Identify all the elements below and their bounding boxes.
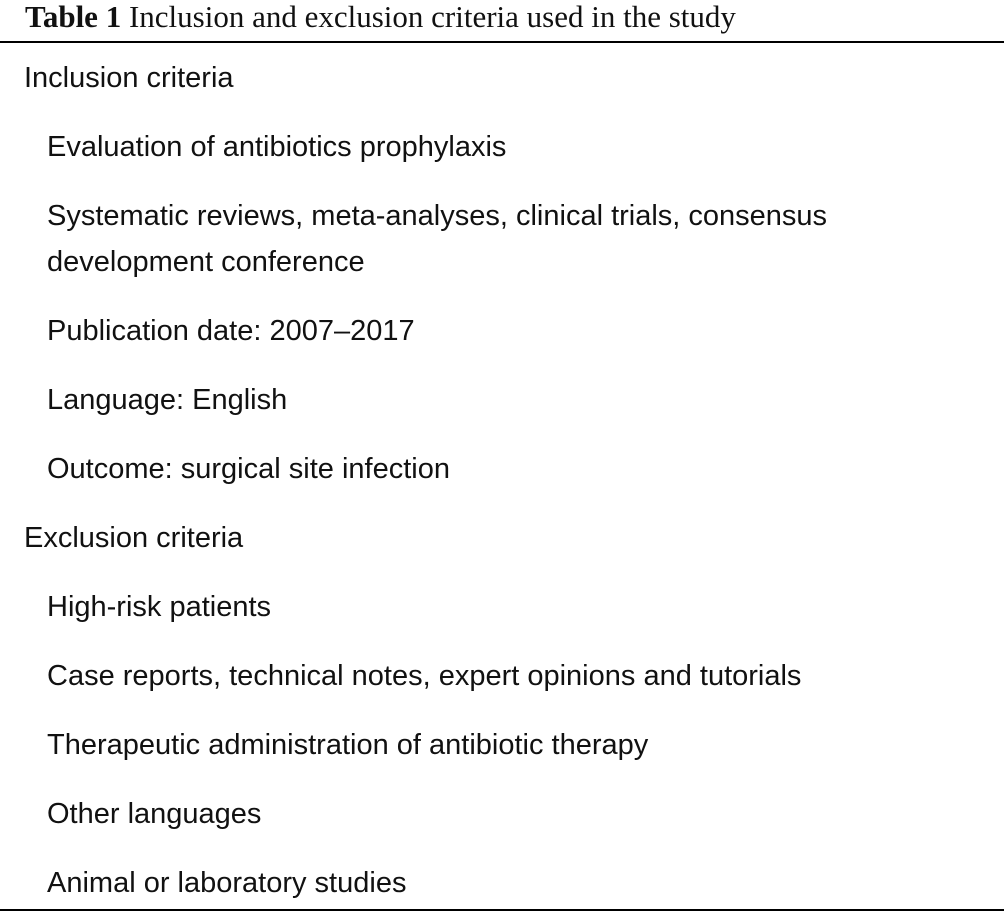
table-row: Publication date: 2007–2017 (47, 315, 415, 347)
table-row: Case reports, technical notes, expert opinions and tutorials (47, 660, 802, 692)
table-row: High-risk patients (47, 591, 272, 623)
table-title: Inclusion and exclusion criteria used in the study (128, 0, 736, 34)
table-row: Evaluation of antibiotics prophylaxis (47, 131, 507, 163)
table-row: Therapeutic administration of antibiotic therapy (47, 729, 649, 761)
table-row: Other languages (47, 798, 262, 830)
bottom-rule (0, 909, 1004, 911)
exclusion-section (0, 503, 1004, 917)
table-caption (25, 0, 736, 36)
table-row: Animal or laboratory studies (47, 867, 407, 899)
section-heading-exclusion: Exclusion criteria (24, 522, 244, 554)
table-row: Language: English (47, 384, 288, 416)
inclusion-section (0, 43, 1004, 503)
section-heading-inclusion: Inclusion criteria (24, 62, 234, 94)
table-row: Systematic reviews, meta-analyses, clinical trials, consensus development conference (47, 200, 828, 278)
table-label: Table 1 (25, 0, 122, 34)
criteria-table (0, 43, 1004, 917)
table-row: Outcome: surgical site infection (47, 453, 450, 485)
